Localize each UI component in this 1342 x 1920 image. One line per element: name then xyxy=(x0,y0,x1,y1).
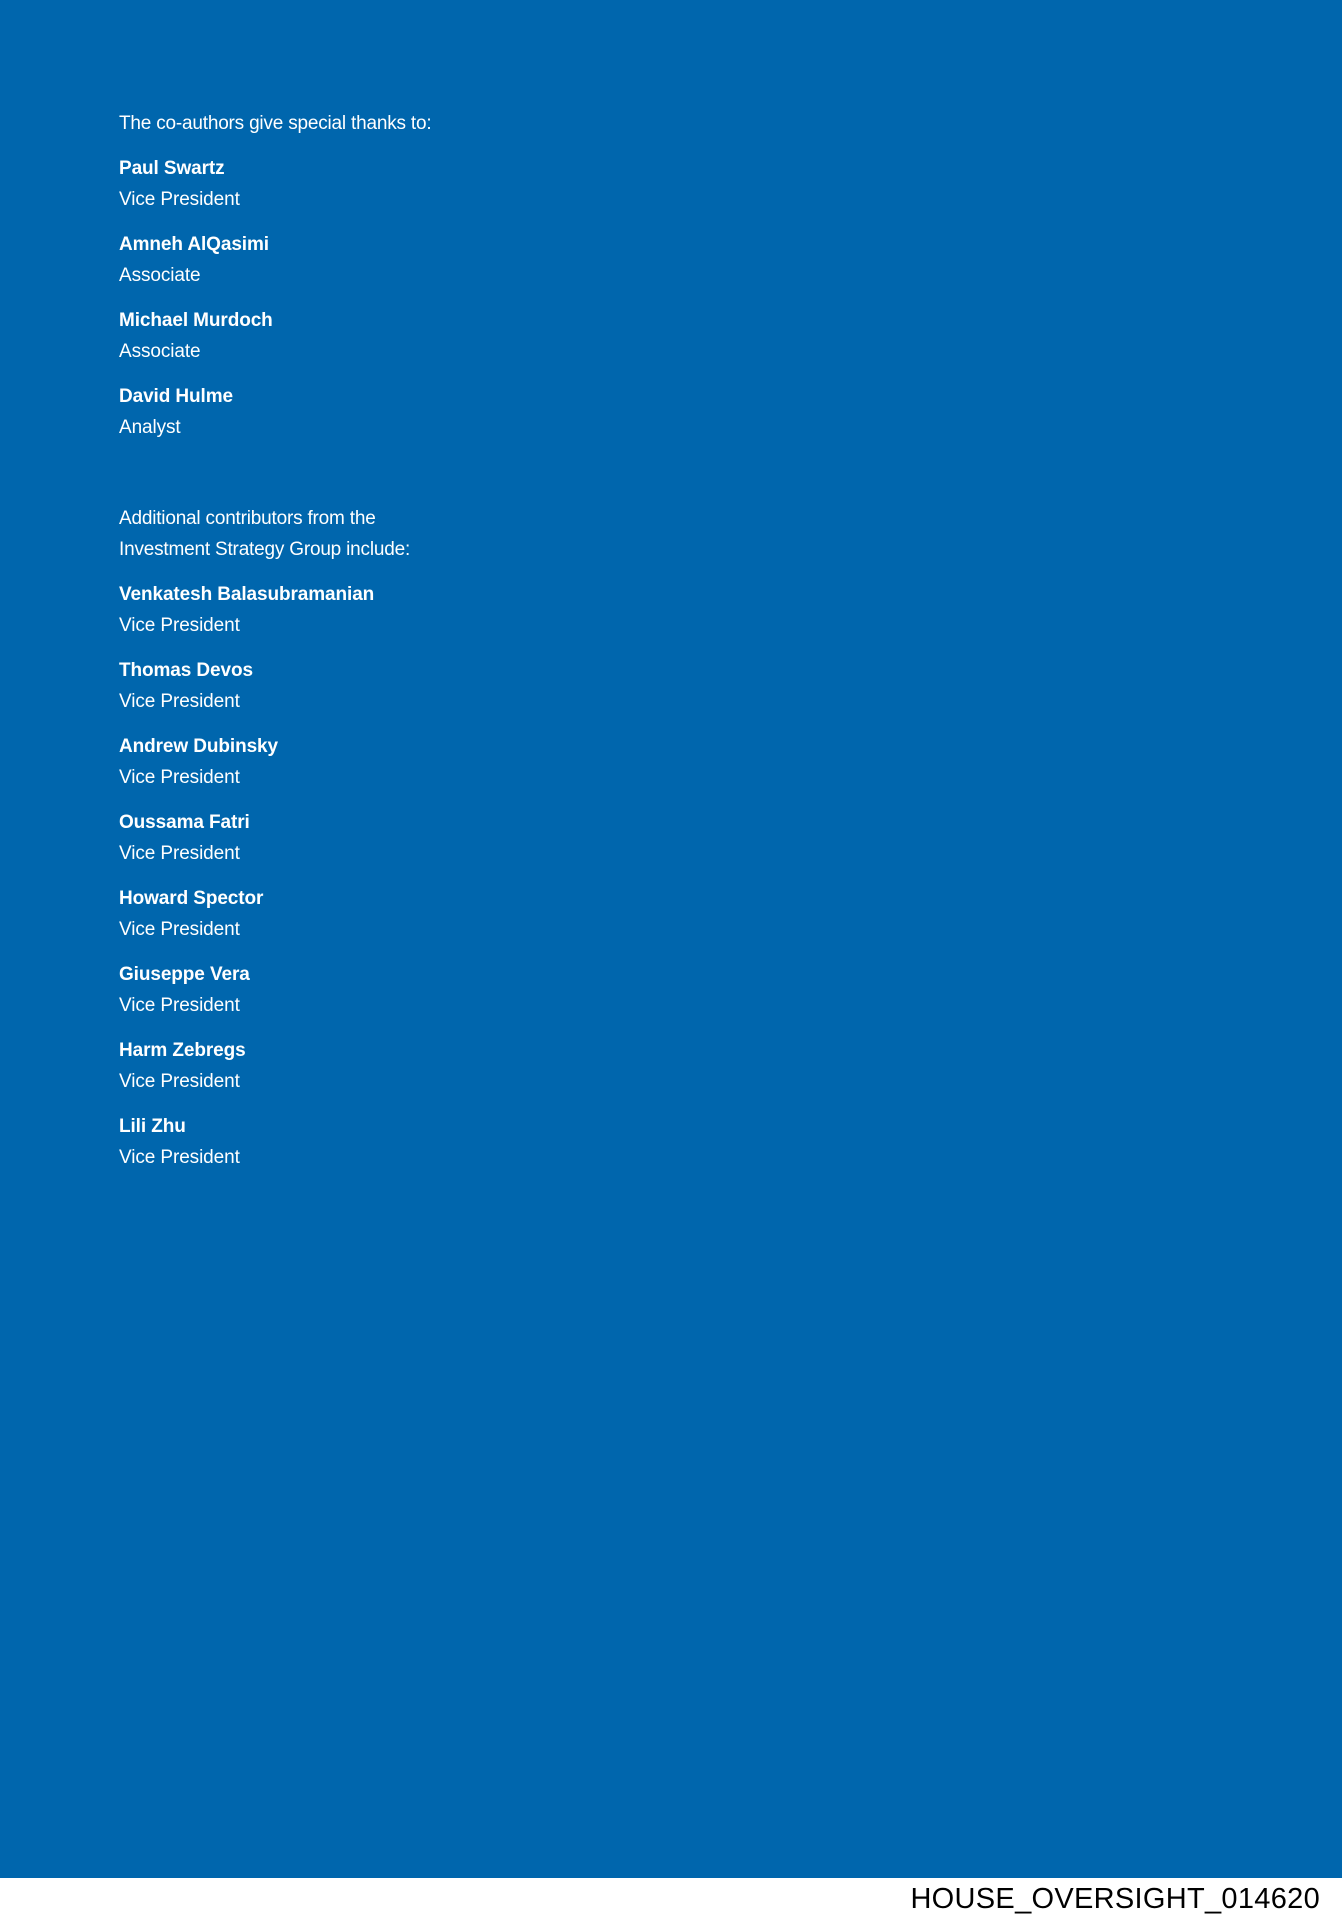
person-name: Amneh AlQasimi xyxy=(119,234,269,255)
person-entry xyxy=(119,655,719,717)
contributors-intro xyxy=(119,503,719,565)
person-entry xyxy=(119,807,719,869)
contributors-intro-line1: Additional contributors from the xyxy=(119,508,376,529)
person-title: Analyst xyxy=(119,417,181,438)
person-title: Vice President xyxy=(119,919,240,940)
person-title: Vice President xyxy=(119,995,240,1016)
person-entry xyxy=(119,959,719,1021)
person-title: Vice President xyxy=(119,767,240,788)
person-name: Paul Swartz xyxy=(119,158,225,179)
person-title: Associate xyxy=(119,341,201,362)
person-entry xyxy=(119,381,719,443)
section-spacer xyxy=(119,457,719,503)
person-name: Venkatesh Balasubramanian xyxy=(119,584,375,605)
person-title: Vice President xyxy=(119,1147,240,1168)
special-thanks-section xyxy=(119,108,719,443)
person-title: Associate xyxy=(119,265,201,286)
contributors-intro-line2: Investment Strategy Group include: xyxy=(119,539,411,560)
person-name: Howard Spector xyxy=(119,888,264,909)
person-title: Vice President xyxy=(119,615,240,636)
person-entry xyxy=(119,579,719,641)
person-name: Giuseppe Vera xyxy=(119,964,250,985)
person-entry xyxy=(119,731,719,793)
contributors-section xyxy=(119,503,719,1173)
person-title: Vice President xyxy=(119,843,240,864)
person-entry xyxy=(119,1111,719,1173)
special-thanks-intro: The co-authors give special thanks to: xyxy=(119,113,432,134)
person-name: Michael Murdoch xyxy=(119,310,273,331)
bates-number: HOUSE_OVERSIGHT_014620 xyxy=(910,1883,1320,1915)
person-entry xyxy=(119,153,719,215)
person-entry xyxy=(119,883,719,945)
person-name: Thomas Devos xyxy=(119,660,253,681)
person-name: Lili Zhu xyxy=(119,1116,186,1137)
person-title: Vice President xyxy=(119,691,240,712)
person-entry xyxy=(119,229,719,291)
person-name: David Hulme xyxy=(119,386,233,407)
person-name: Andrew Dubinsky xyxy=(119,736,278,757)
acknowledgements xyxy=(119,108,719,1187)
person-name: Oussama Fatri xyxy=(119,812,250,833)
person-name: Harm Zebregs xyxy=(119,1040,246,1061)
person-title: Vice President xyxy=(119,1071,240,1092)
person-entry xyxy=(119,305,719,367)
person-title: Vice President xyxy=(119,189,240,210)
person-entry xyxy=(119,1035,719,1097)
